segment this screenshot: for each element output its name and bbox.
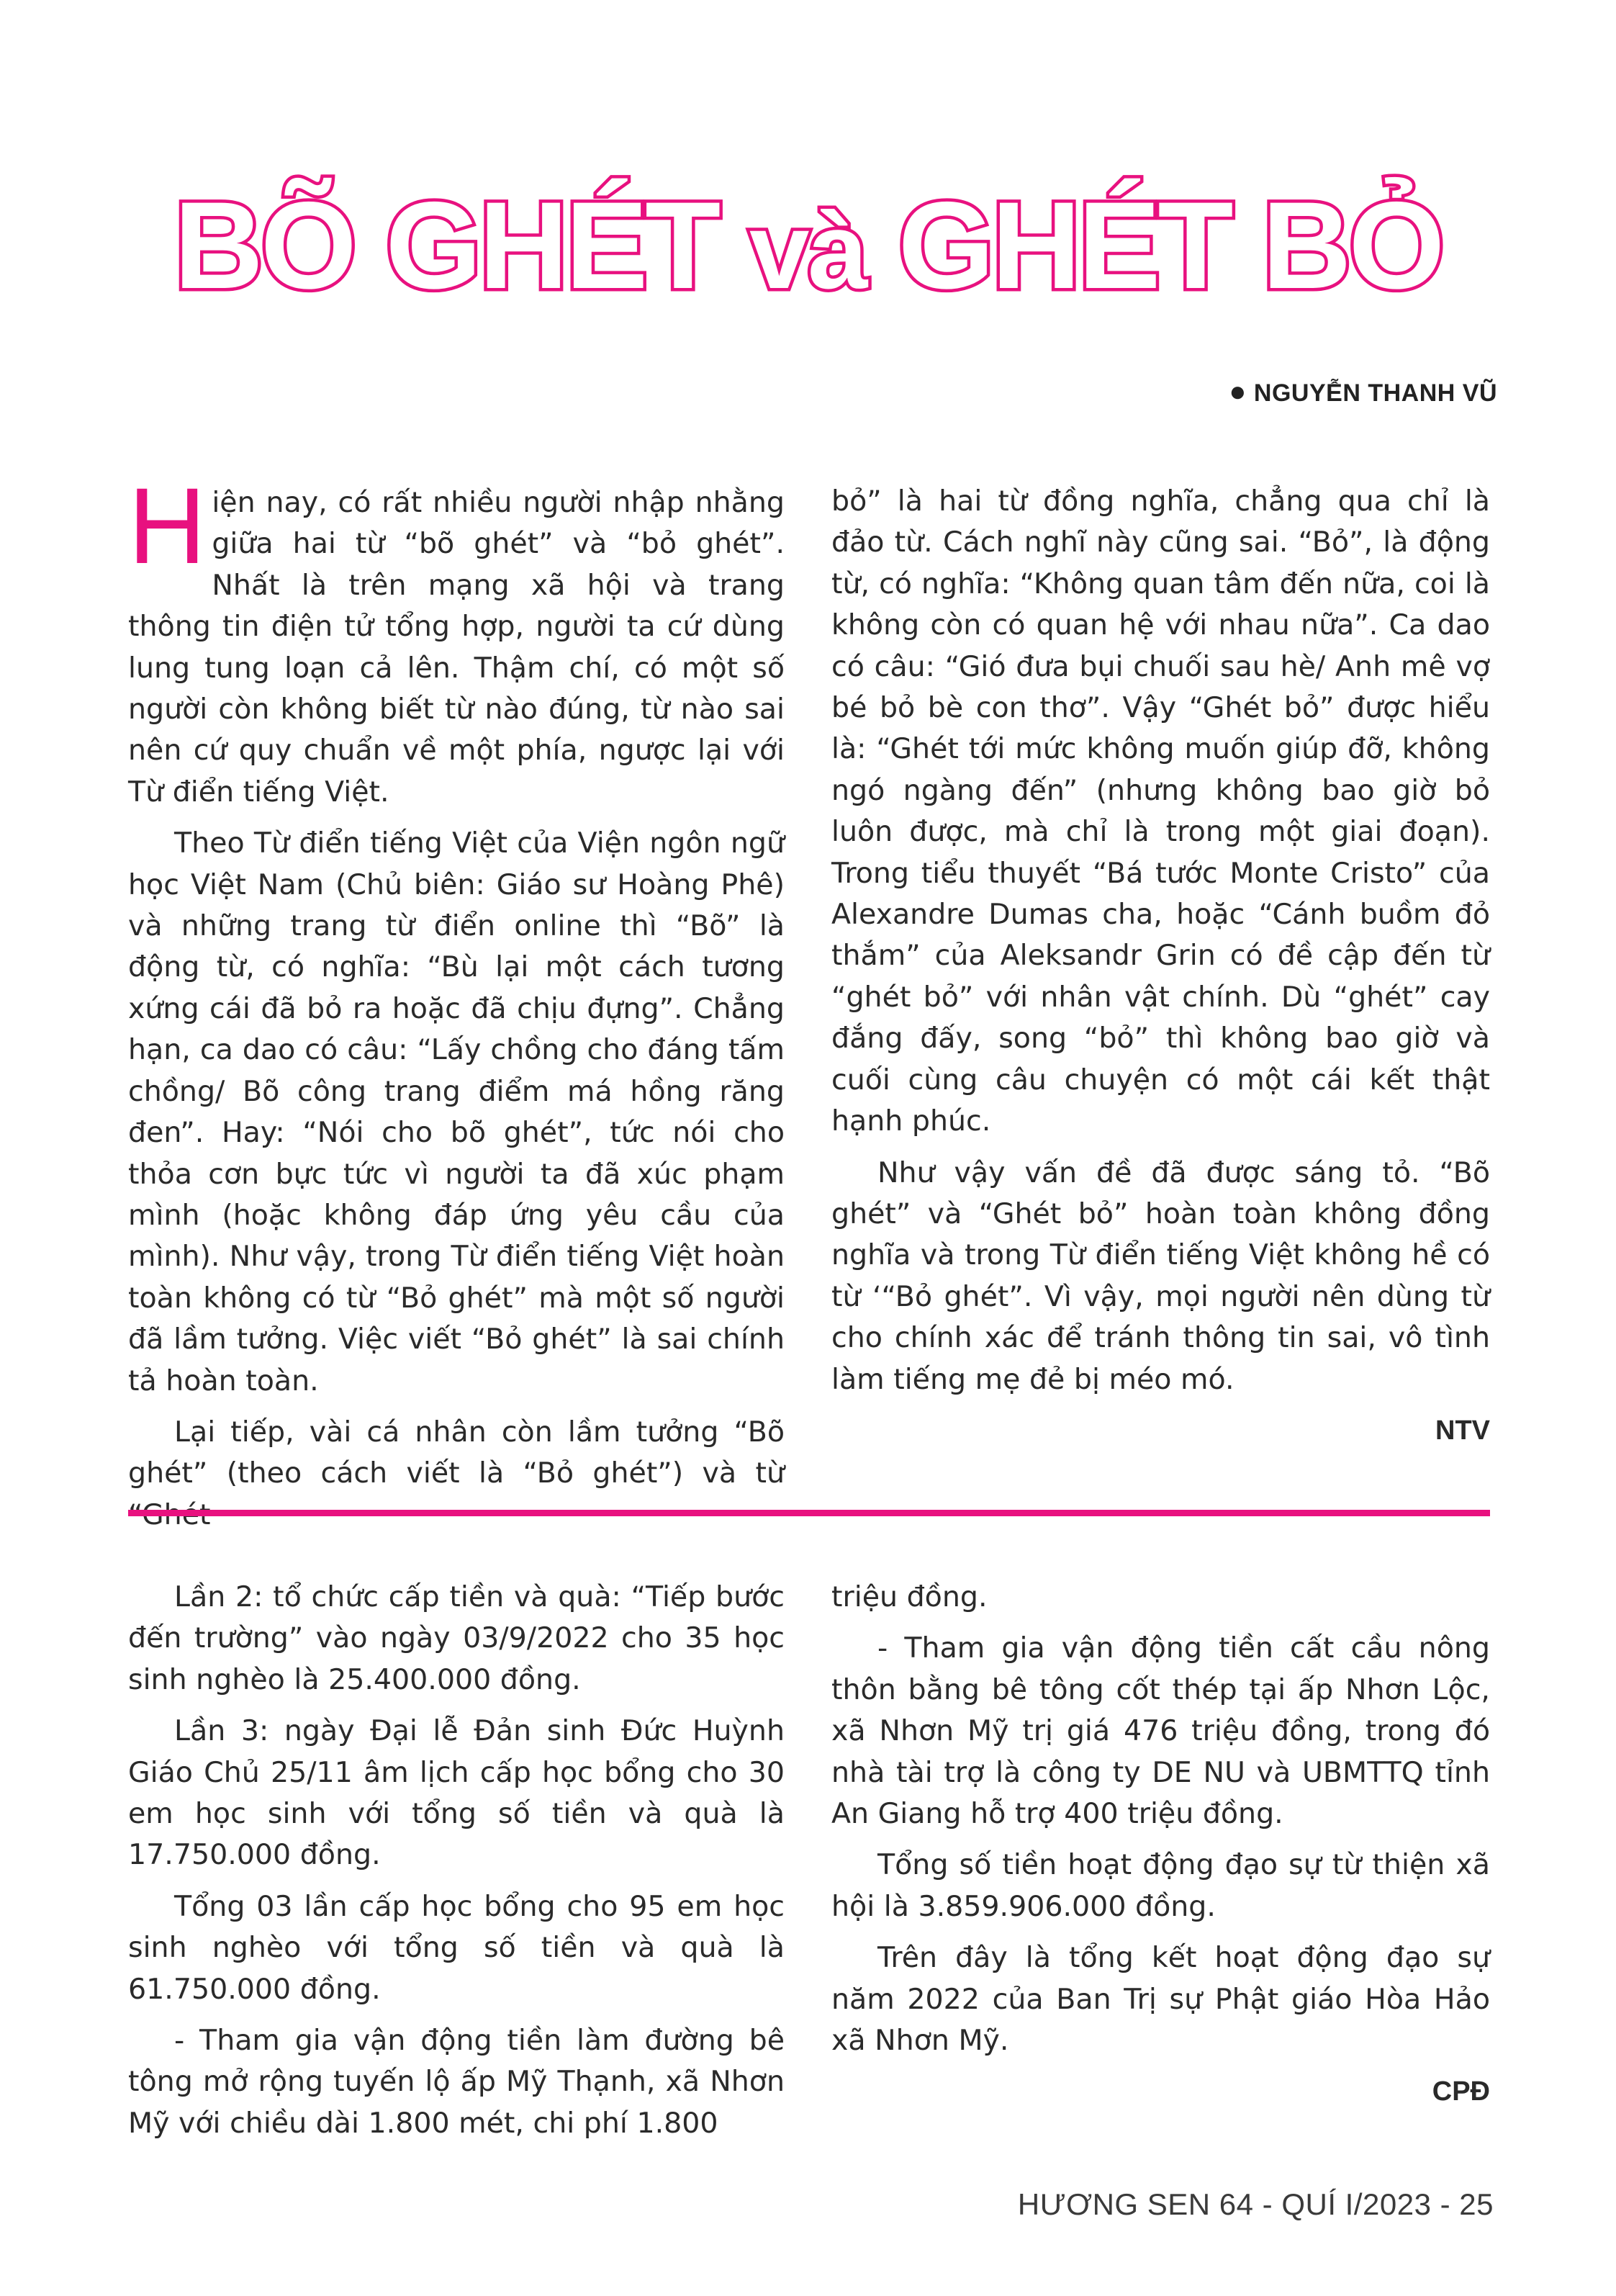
author-name: NGUYỄN THANH VŨ: [1253, 379, 1497, 407]
title-part-2: và: [749, 190, 867, 311]
report-paragraph-4: - Tham gia vận động tiền làm đường bê tông mở rộng tuyến lộ ấp Mỹ Thạnh, xã Nhơn Mỹ với chiều dài 1.800 mét, chi phí 1.800: [128, 2024, 785, 2140]
report-paragraph-1: Lần 2: tổ chức cấp tiền và quà: “Tiếp bước đến trường” vào ngày 03/9/2022 cho 35 học sinh nghèo là 25.400.000 đồng.: [128, 1580, 785, 1696]
report-signature: CPĐ: [1432, 2076, 1490, 2107]
title-part-3: GHÉT BỎ: [866, 176, 1443, 315]
article-paragraph-3: Lại tiếp, vài cá nhân còn lầm tưởng “Bõ ghét” (theo cách viết là “Bỏ ghét”) và từ: [128, 1415, 785, 1490]
article-signature: NTV: [1435, 1415, 1490, 1446]
report-paragraph-4-continued: triệu đồng.: [831, 1580, 988, 1613]
section-divider: [128, 1510, 1490, 1516]
article-paragraph-4: Như vậy vấn đề đã được sáng tỏ. “Bõ ghét” và “Ghét bỏ” hoàn toàn không đồng nghĩa và trong Từ điển tiếng Việt không hề có từ ‘“Bỏ ghét”. Vì vậy, mọi người nên dùng từ cho chính xác để tránh thông tin sai, vô tình làm tiếng mẹ đẻ bị méo mó.: [831, 1156, 1490, 1396]
bullet-icon: ●: [1229, 376, 1247, 408]
drop-cap: H: [128, 465, 207, 586]
article-title: [0, 176, 1616, 315]
report-paragraph-2: Lần 3: ngày Đại lễ Đản sinh Đức Huỳnh Giáo Chủ 25/11 âm lịch cấp học bổng cho 30 em học sinh với tổng số tiền và quà là 17.750.000 đồng.: [128, 1714, 785, 1872]
report-column-right: [831, 1577, 1490, 2123]
article-column-right: [831, 481, 1490, 1462]
author-byline: [1229, 376, 1497, 408]
article-column-left: [128, 465, 785, 1546]
report-column-left: [128, 1577, 785, 2154]
report-paragraph-6: Tổng số tiền hoạt động đạo sự từ thiện xã hội là 3.859.906.000 đồng.: [831, 1848, 1490, 1923]
article-paragraph-3-continued: bỏ” là hai từ đồng nghĩa, chẳng qua chỉ là đảo từ. Cách nghĩ này cũng sai. “Bỏ”, là động từ, có nghĩa: “Không quan tâm đến nữa, coi là không còn có quan hệ với nhau nữa”. Ca dao có câu: “Gió đưa bụi chuối sau hè/ Anh mê vợ bé bỏ bè con thơ”. Vậy “Ghét bỏ” được hiểu là: “Ghét tới mức không muốn giúp đỡ, không ngó ngàng đến” (nhưng không bao giờ bỏ luôn được, mà chỉ là trong một giai đoạn). Trong tiểu thuyết “Bá tước Monte Cristo” của Alexandre Dumas cha, hoặc “Cánh buồm đỏ thắm” của Aleksandr Grin có đề cập đến từ “ghét bỏ” với nhân vật chính. Dù “ghét” cay đắng đấy, song “bỏ” thì không bao giờ và cuối cùng câu chuyện có một cái kết thật hạnh phúc.: [831, 485, 1490, 1138]
title-part-1: BÕ GHÉT: [173, 176, 750, 315]
page-footer: HƯƠNG SEN 64 - QUÍ I/2023 - 25: [1017, 2187, 1494, 2221]
report-paragraph-3: Tổng 03 lần cấp học bổng cho 95 em học sinh nghèo với tổng số tiền và quà là 61.750.000 đồng.: [128, 1889, 785, 2006]
report-paragraph-7: Trên đây là tổng kết hoạt động đạo sự năm 2022 của Ban Trị sự Phật giáo Hòa Hảo xã Nhơn Mỹ.: [831, 1941, 1490, 2058]
article-paragraph-1: Hiện nay, có rất nhiều người nhập nhằng giữa hai từ “bõ ghét” và “bỏ ghét”. Nhất là trên mạng xã hội và trang thông tin điện tử tổng hợp, người ta cứ dùng lung tung loạn cả lên. Thậm chí, có một số người còn không biết từ nào đúng, từ nào sai nên cứ quy chuẩn về một phía, ngược lại với Từ điển tiếng Việt.: [128, 465, 785, 809]
report-paragraph-5: - Tham gia vận động tiền cất cầu nông thôn bằng bê tông cốt thép tại ấp Nhơn Lộc, xã Nhơn Mỹ trị giá 476 triệu đồng, trong đó nhà tài trợ là công ty DE NU và UBMTTQ tỉnh An Giang hỗ trợ 400 triệu đồng.: [831, 1631, 1490, 1831]
article-paragraph-2: Theo Từ điển tiếng Việt của Viện ngôn ngữ học Việt Nam (Chủ biên: Giáo sư Hoàng Phê) và những trang từ điển online thì “Bõ” là động từ, có nghĩa: “Bù lại một cách tương xứng cái đã bỏ ra hoặc đã chịu đựng”. Chẳng hạn, ca dao có câu: “Lấy chồng cho đáng tấm chồng/ Bõ công trang điểm má hồng răng đen”. Hay: “Nói cho bõ ghét”, tức nói cho thỏa cơn bực tức vì người ta đã xúc phạm mình (hoặc không đáp ứng yêu cầu của mình). Như vậy, trong Từ điển tiếng Việt hoàn toàn không có từ “Bỏ ghét” mà một số người đã lầm tưởng. Việc viết “Bỏ ghét” là sai chính tả hoàn toàn.: [128, 827, 785, 1397]
